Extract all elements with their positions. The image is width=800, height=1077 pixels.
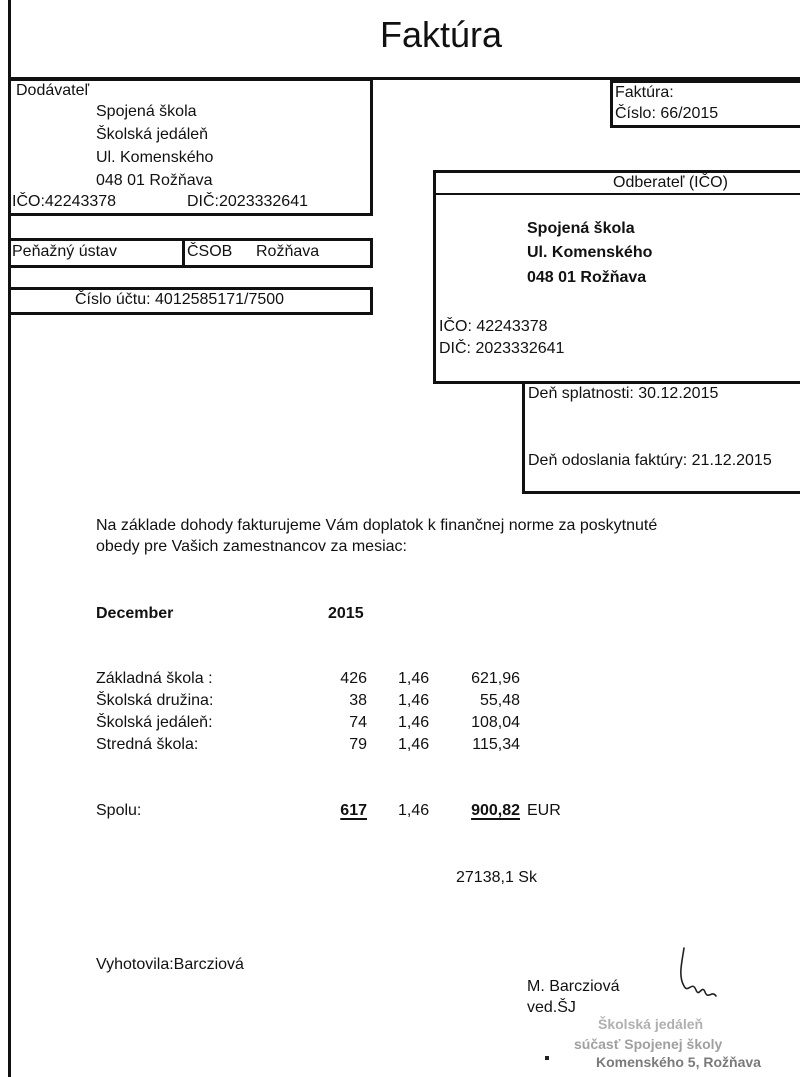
- customer-line-2: Ul. Komenského: [527, 244, 653, 261]
- item-total: 55,48: [479, 692, 520, 709]
- prepared-by: Vyhotovila:Barcziová: [96, 956, 244, 973]
- intro-line-1: Na základe dohody fakturujeme Vám doplatok k finančnej norme za poskytnuté: [96, 517, 658, 534]
- item-price: 1,46: [398, 670, 430, 687]
- item-price: 1,46: [398, 692, 430, 709]
- item-name: Stredná škola:: [96, 736, 199, 753]
- supplier-label: Dodávateľ: [16, 82, 90, 99]
- signature-icon: [672, 946, 722, 1014]
- invoice-number: Číslo: 66/2015: [615, 105, 719, 122]
- customer-dic: DIČ: 2023332641: [439, 340, 565, 357]
- item-name: Školská družina:: [96, 692, 214, 709]
- invoice-title: Faktúra: [380, 14, 503, 55]
- item-total: 108,04: [471, 714, 520, 731]
- item-qty: 38: [349, 692, 367, 709]
- supplier-line-3: Ul. Komenského: [96, 149, 214, 166]
- period-year: 2015: [328, 605, 364, 622]
- sum-currency: EUR: [527, 802, 561, 819]
- supplier-line-4: 048 01 Rožňava: [96, 172, 213, 189]
- item-name: Základná škola :: [96, 670, 213, 687]
- supplier-dic: DIČ:2023332641: [187, 193, 308, 210]
- intro-line-2: obedy pre Vašich zamestnancov za mesiac:: [96, 538, 407, 555]
- bank-divider: [182, 238, 185, 268]
- stamp-line-2: súčasť Spojenej školy: [574, 1036, 723, 1052]
- item-total: 115,34: [472, 736, 520, 753]
- sk-amount: 27138,1 Sk: [456, 869, 537, 886]
- period-month: December: [96, 605, 174, 622]
- customer-ico: IČO: 42243378: [439, 318, 548, 335]
- account-number: Číslo účtu: 4012585171/7500: [75, 291, 285, 308]
- customer-line-3: 048 01 Rožňava: [527, 269, 647, 286]
- sent-date: Deň odoslania faktúry: 21.12.2015: [528, 452, 772, 469]
- customer-label: Odberateľ (IČO): [613, 174, 728, 191]
- sum-total: 900,82: [471, 802, 520, 819]
- stamp: [560, 1014, 800, 1074]
- item-price: 1,46: [398, 736, 430, 753]
- customer-line-1: Spojená škola: [527, 220, 635, 237]
- bank-name: ČSOB: [187, 243, 233, 260]
- supplier-ico: IČO:42243378: [12, 193, 117, 210]
- left-margin-line: [8, 80, 11, 1077]
- sum-qty: 617: [340, 802, 367, 819]
- bank-label: Peňažný ústav: [12, 243, 117, 260]
- item-total: 621,96: [471, 670, 520, 687]
- sum-price: 1,46: [398, 802, 430, 819]
- customer-header-line: [433, 193, 800, 195]
- sum-label: Spolu:: [96, 802, 142, 819]
- due-date: Deň splatnosti: 30.12.2015: [528, 385, 719, 402]
- stamp-line-1: Školská jedáleň: [598, 1016, 704, 1032]
- item-qty: 426: [340, 670, 367, 687]
- signatory-role: ved.ŠJ: [527, 999, 576, 1016]
- item-qty: 74: [349, 714, 367, 731]
- item-price: 1,46: [398, 714, 430, 731]
- invoice-number-label: Faktúra:: [615, 84, 674, 101]
- supplier-line-1: Spojená škola: [96, 103, 197, 120]
- signatory-name: M. Barcziová: [527, 978, 620, 995]
- stamp-line-3: Komenského 5, Rožňava: [596, 1054, 761, 1070]
- item-qty: 79: [349, 736, 367, 753]
- bank-city: Rožňava: [256, 243, 320, 260]
- scan-speck: [545, 1056, 549, 1060]
- supplier-line-2: Školská jedáleň: [96, 126, 209, 143]
- item-name: Školská jedáleň:: [96, 714, 213, 731]
